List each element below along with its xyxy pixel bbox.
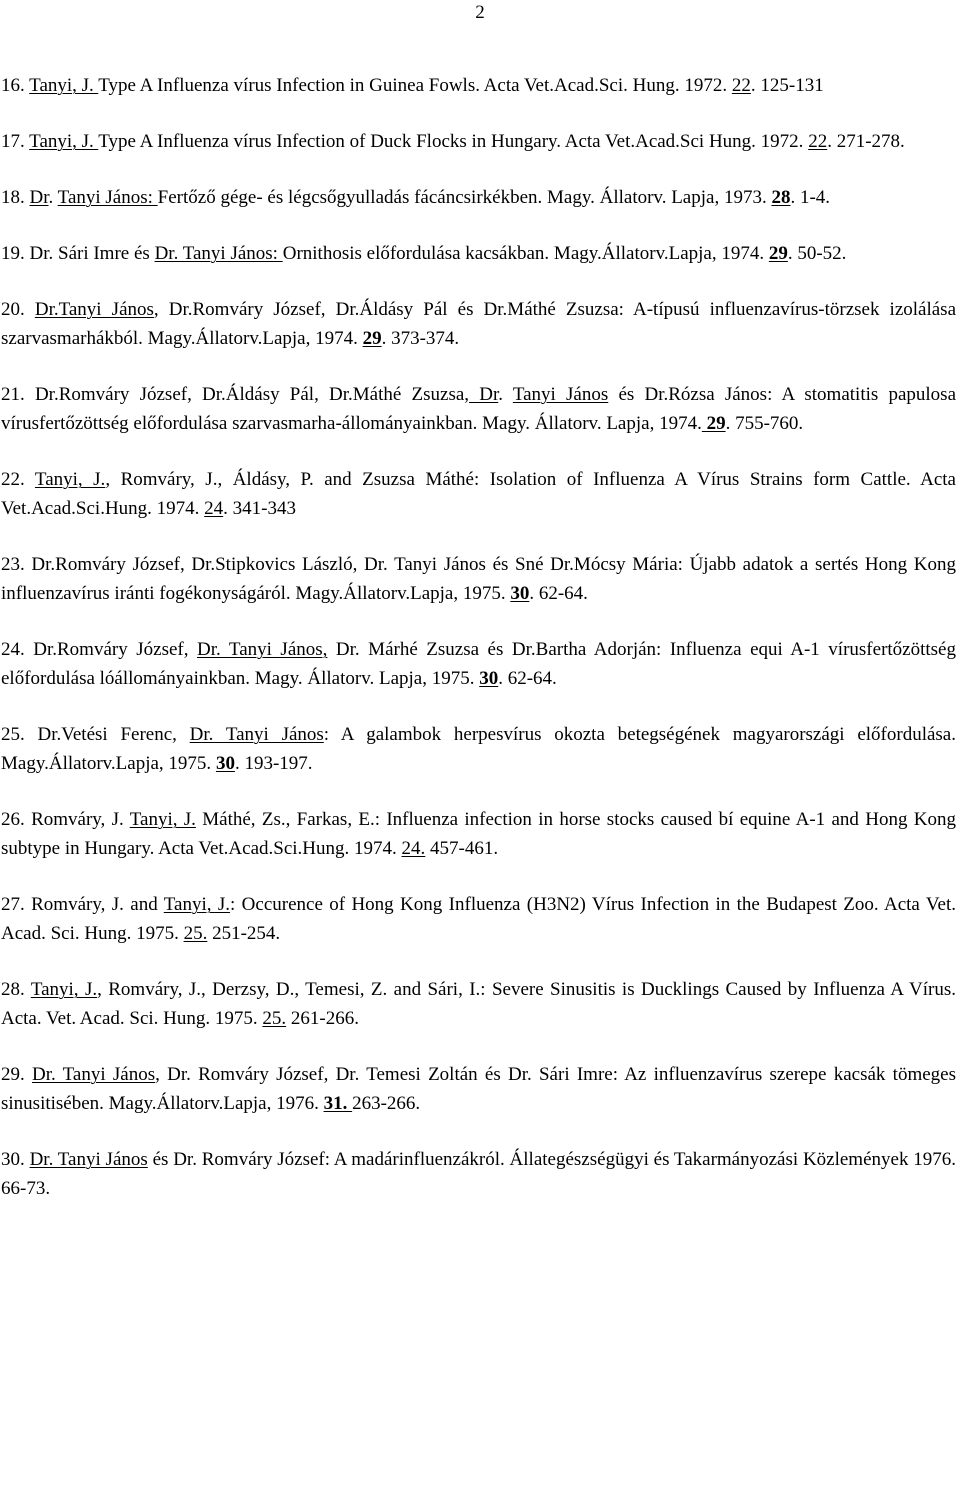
- underlined-text: 22: [808, 131, 828, 152]
- ref-25: [1, 720, 956, 778]
- reference-text: 30.: [1, 1149, 30, 1170]
- reference-list: [1, 71, 956, 1230]
- ref-29: [1, 1060, 956, 1118]
- reference-text: 16.: [1, 75, 30, 96]
- underlined-text: Dr. Tanyi János: [29, 1149, 148, 1170]
- ref-18: [1, 183, 956, 212]
- underlined-text: Dr.Tanyi János: [34, 299, 154, 320]
- reference-text: , Romváry, J., Derzsy, D., Temesi, Z. and Sári, I.: Severe Sinusitis is Ducklings Caused by Influenza A Vírus. Acta. Vet. Acad. Sci. Hung. 1975.: [1, 979, 956, 1029]
- underlined-text: Tanyi, J.: [29, 131, 99, 152]
- reference-text: 261-266.: [286, 1008, 359, 1029]
- underlined-text: 30: [215, 753, 235, 774]
- ref-24: [1, 635, 956, 693]
- underlined-text: 25.: [262, 1008, 287, 1029]
- ref-19: [1, 239, 956, 268]
- reference-text: : Occurence of Hong Kong Influenza (H3N2) Vírus Infection in the Budapest Zoo. Acta Vet. Acad. Sci. Hung. 1975.: [1, 894, 956, 944]
- underlined-text: Tanyi, J.: [30, 979, 98, 1000]
- reference-text: , Romváry, J., Áldásy, P. and Zsuzsa Máthé: Isolation of Influenza A Vírus Strains form Cattle. Acta Vet.Acad.Sci.Hung. 1974.: [1, 469, 956, 519]
- reference-text: . 341-343: [223, 498, 296, 519]
- reference-text: . 373-374.: [381, 328, 460, 349]
- underlined-text: 31.: [323, 1093, 353, 1114]
- reference-text: 251-254.: [207, 923, 281, 944]
- reference-text: . 271-278.: [827, 131, 905, 152]
- underlined-text: Dr. Tanyi János:: [154, 243, 283, 264]
- ref-23: [1, 550, 956, 608]
- reference-text: Dr. Márhé Zsuzsa és Dr.Bartha Adorján: Influenza equi A-1 vírusfertőzöttség előfordulása lóállományainkban. Magy. Állatorv. Lapja, 1975.: [1, 639, 956, 689]
- reference-text: . 50-52.: [787, 243, 847, 264]
- underlined-text: Dr. Tanyi János: [189, 724, 324, 745]
- reference-text: .: [498, 384, 513, 405]
- reference-text: Fertőző gége- és légcsőgyulladás fácáncsirkékben. Magy. Állatorv. Lapja, 1973.: [157, 187, 772, 208]
- reference-text: 457-461.: [425, 838, 499, 859]
- underlined-text: 29: [701, 413, 726, 434]
- reference-text: . 1-4.: [790, 187, 831, 208]
- underlined-text: 24: [204, 498, 224, 519]
- ref-27: [1, 890, 956, 948]
- reference-text: 21. Dr.Romváry József, Dr.Áldásy Pál, Dr.Máthé Zsuzsa,: [1, 384, 470, 405]
- ref-22: [1, 465, 956, 523]
- reference-text: 26. Romváry, J.: [1, 809, 130, 830]
- underlined-text: Tanyi, J.: [29, 75, 99, 96]
- underlined-text: 28: [771, 187, 791, 208]
- reference-text: 24. Dr.Romváry József,: [1, 639, 197, 660]
- reference-text: 25. Dr.Vetési Ferenc,: [1, 724, 190, 745]
- underlined-text: 30: [510, 583, 530, 604]
- reference-text: 263-266.: [352, 1093, 421, 1114]
- reference-text: Máthé, Zs., Farkas, E.: Influenza infection in horse stocks caused bí equine A-1 and Hong Kong subtype in Hungary. Acta Vet.Acad.Sci.Hung. 1974.: [1, 809, 956, 859]
- ref-17: [1, 127, 956, 156]
- underlined-text: Dr: [469, 384, 499, 405]
- underlined-text: Tanyi, J.: [34, 469, 106, 490]
- underlined-text: 29: [362, 328, 382, 349]
- underlined-text: 25.: [183, 923, 208, 944]
- reference-text: . 62-64.: [529, 583, 588, 604]
- ref-30: [1, 1145, 956, 1203]
- ref-26: [1, 805, 956, 863]
- reference-text: és Dr. Romváry József: A madárinfluenzákról. Állategészségügyi és Takarmányozási Közlemények 1976. 66-73.: [1, 1149, 957, 1199]
- page-number: 2: [475, 2, 485, 23]
- reference-text: és Dr.Rózsa János: A stomatitis papulosa vírusfertőzöttség előfordulása szarvasmarha-állományainkban. Magy. Állatorv. Lapja, 1974.: [1, 384, 957, 434]
- reference-text: .: [48, 187, 58, 208]
- reference-text: 28.: [1, 979, 31, 1000]
- reference-text: 18.: [1, 187, 30, 208]
- underlined-text: 24.: [401, 838, 426, 859]
- reference-text: Type A Influenza vírus Infection in Guinea Fowls. Acta Vet.Acad.Sci. Hung. 1972.: [98, 75, 732, 96]
- underlined-text: 30: [479, 668, 499, 689]
- ref-16: [1, 71, 956, 100]
- reference-text: 22.: [1, 469, 35, 490]
- reference-text: 29.: [1, 1064, 32, 1085]
- reference-text: , Dr.Romváry József, Dr.Áldásy Pál és Dr.Máthé Zsuzsa: A-típusú influenzavírus-törzsek izolálása szarvasmarhákból. Magy.Állatorv.Lapja, 1974.: [1, 299, 957, 349]
- reference-text: Type A Influenza vírus Infection of Duck Flocks in Hungary. Acta Vet.Acad.Sci Hung. 1972.: [98, 131, 809, 152]
- underlined-text: 29: [768, 243, 788, 264]
- reference-text: : A galambok herpesvírus okozta betegségének magyarországi előfordulása. Magy.Állatorv.Lapja, 1975.: [1, 724, 956, 774]
- reference-text: . 125-131: [750, 75, 824, 96]
- underlined-text: 22: [731, 75, 751, 96]
- underlined-text: Tanyi, J.: [129, 809, 196, 830]
- reference-text: . 755-760.: [725, 413, 804, 434]
- reference-text: . 193-197.: [234, 753, 313, 774]
- reference-text: , Dr. Romváry József, Dr. Temesi Zoltán és Dr. Sári Imre: Az influenzavírus szerepe kacsák tömeges sinusitisében. Magy.Állatorv.Lapja, 1976.: [1, 1064, 956, 1114]
- ref-28: [1, 975, 956, 1033]
- ref-20: [1, 295, 956, 353]
- reference-text: 17.: [1, 131, 30, 152]
- reference-text: 19. Dr. Sári Imre és: [1, 243, 155, 264]
- underlined-text: Tanyi János:: [57, 187, 158, 208]
- reference-text: 20.: [1, 299, 35, 320]
- underlined-text: Dr. Tanyi János,: [197, 639, 328, 660]
- reference-text: . 62-64.: [498, 668, 557, 689]
- reference-text: 23. Dr.Romváry József, Dr.Stipkovics László, Dr. Tanyi János és Sné Dr.Mócsy Mária: Újabb adatok a sertés Hong Kong influenzavírus iránti fogékonyságáról. Magy.Állatorv.Lapja, 1975.: [1, 554, 956, 604]
- underlined-text: Tanyi, J.: [163, 894, 230, 915]
- underlined-text: Tanyi János: [512, 384, 609, 405]
- ref-21: [1, 380, 956, 438]
- reference-text: 27. Romváry, J. and: [1, 894, 164, 915]
- underlined-text: Dr. Tanyi János: [32, 1064, 156, 1085]
- reference-text: Ornithosis előfordulása kacsákban. Magy.Állatorv.Lapja, 1974.: [282, 243, 769, 264]
- underlined-text: Dr: [29, 187, 49, 208]
